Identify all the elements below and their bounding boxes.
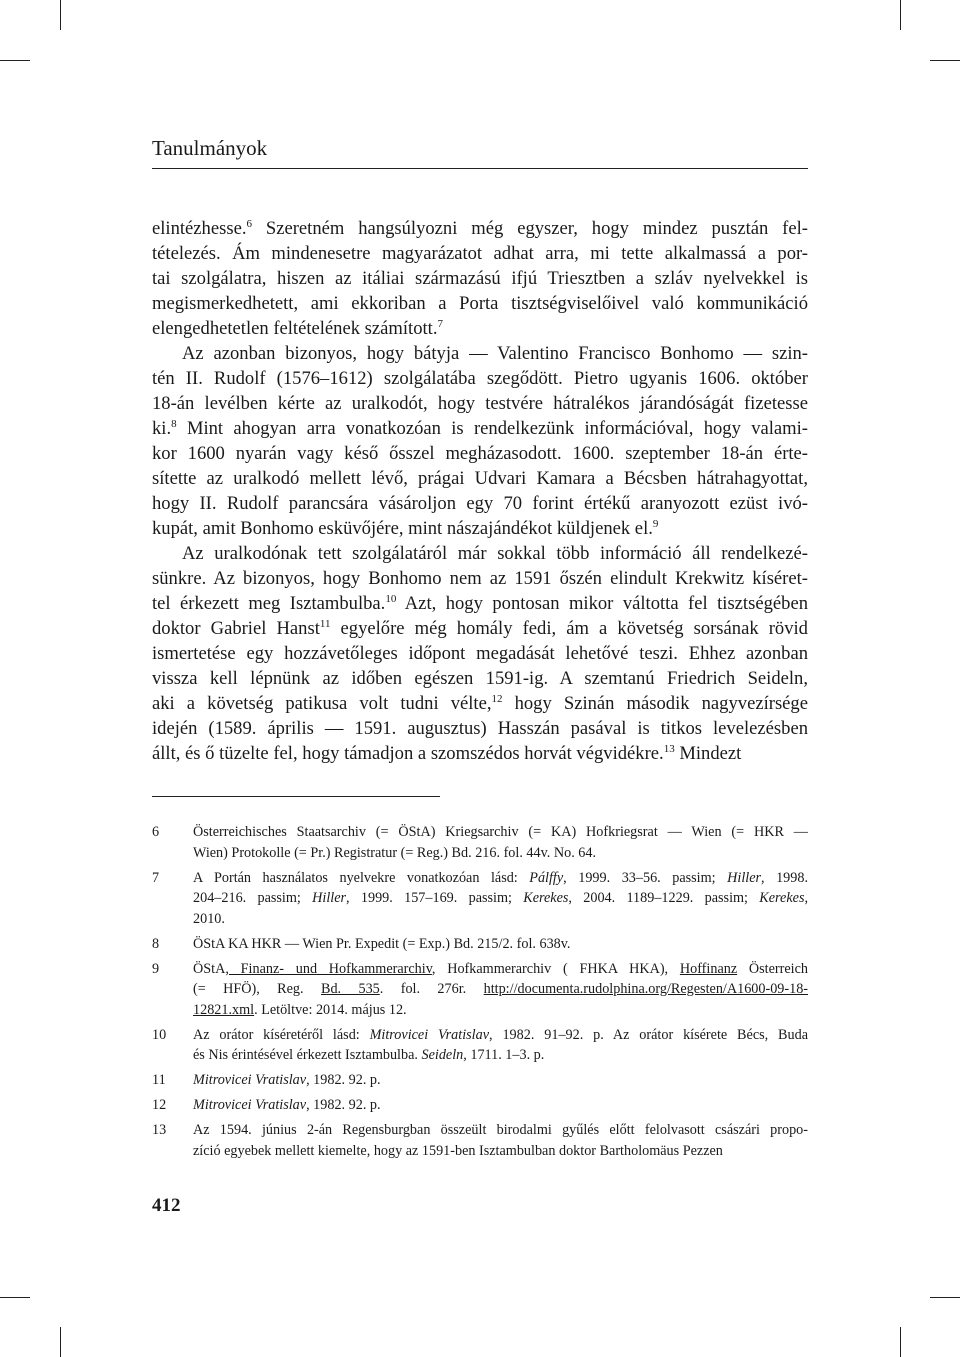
- footnote-number: 11: [152, 1072, 166, 1088]
- running-head: Tanulmányok: [152, 136, 268, 160]
- footnote-number: 8: [152, 935, 160, 952]
- footnote-text: A Portán használatos nyelvekre vonatkozóan lásd: Pálffy, 1999. 33–56. passim; Hiller, 1998. 204–216. passim; Hiller, 1999. 157–169. passim; Kerekes, 2004. 1189–1229. passim; Kerekes, 2010.: [193, 869, 809, 927]
- footnote-ref: 13: [663, 743, 675, 755]
- body-line: tel érkezett meg Isztambulba.$^{10}$ Azt, hogy pontosan mikor váltotta fel tisztségében: [152, 593, 808, 614]
- body-line: sünkre. Az bizonyos, hogy Bonhomo nem az 1591 őszén elindult Krekwitz kíséret-: [152, 568, 808, 589]
- body-line: elintézhesse.$^6$ Szeretném hangsúlyozni még egyszer, hogy mindez pusztán fel-: [152, 218, 808, 239]
- body-line: Az uralkodónak tett szolgálatáról már sokkal több információ áll rendelkezé-: [182, 543, 808, 564]
- crop-mark: [60, 1327, 61, 1357]
- footnote: [152, 1120, 808, 1161]
- footnote: [152, 822, 808, 863]
- body-line: vissza kell lépnünk az időben egészen 1591-ig. A szemtanú Friedrich Seideln,: [152, 668, 808, 689]
- footnote: [152, 1095, 808, 1116]
- footnote-separator: [152, 796, 440, 797]
- footnote-ref: 8: [171, 418, 177, 430]
- body-line: tén II. Rudolf (1576–1612) szolgálatába szegődött. Pietro ugyanis 1606. október: [152, 368, 808, 389]
- footnote-ref: 10: [385, 593, 397, 605]
- page-number: 412: [152, 1195, 181, 1216]
- footnote-ref: 9: [652, 518, 659, 530]
- crop-mark: [0, 60, 30, 61]
- footnote-number: 9: [152, 960, 160, 977]
- footnote-ref: 12: [491, 693, 503, 705]
- footnote-number: 12: [152, 1097, 167, 1113]
- crop-mark: [930, 1297, 960, 1298]
- body-line: doktor Gabriel Hanst$^{11}$ egyelőre még homály fedi, ám a követség sorsának rövid: [152, 618, 808, 639]
- footnote-text: ÖStA, Finanz- und Hofkammerarchiv, Hofkammerarchiv ( FHKA HKA), Hoffinanz Österreich (= HFÖ), Reg. Bd. 535. fol. 276r. http://documenta.rudolphina.org/Regesten/A1600-09-18- 12821.xml. Letöltve: 2014. május 12.: [193, 960, 809, 1018]
- footnote: [152, 1025, 808, 1066]
- footnote-ref: 7: [437, 318, 443, 330]
- crop-mark: [900, 0, 901, 30]
- footnote-number: 6: [152, 824, 160, 840]
- body-line: tételezés. Ám mindenesetre magyarázatot adhat arra, mi tette alkalmassá a por-: [152, 243, 808, 264]
- footnote-ref: 6: [246, 218, 252, 230]
- footnote-text: Az 1594. június 2-án Regensburgban összeült birodalmi gyűlés előtt felolvasott császári propo- zíció egyebek mellett kiemelte, hogy az 1591-ben Isztambulban doktor Bartholomäus Pezzen: [193, 1122, 808, 1159]
- body-line: elengedhetetlen feltételének számított.$^7$: [152, 318, 443, 339]
- footnotes: [152, 822, 808, 1166]
- footnote: [152, 868, 808, 930]
- footnote-ref: 11: [319, 618, 331, 630]
- body-line: kupát, amit Bonhomo esküvőjére, mint nászajándékot küldjenek el.$^9$: [152, 518, 659, 539]
- body-line: ismertetése egy hozzávetőleges időpont megadását lehetővé teszi. Ehhez azonban: [152, 643, 808, 664]
- body-line: tai szolgálatra, hiszen az itáliai származású ifjú Triesztben a szláv nyelvekkel is: [152, 268, 808, 289]
- crop-mark: [0, 1297, 30, 1298]
- body-line: idején (1589. április — 1591. augusztus) Hasszán pasával is titkos levelezésben: [152, 718, 808, 739]
- header-rule: [152, 168, 808, 169]
- body-line: aki a követség patikusa volt tudni vélte,$^{12}$ hogy Szinán második nagyvezírsége: [152, 693, 808, 714]
- body-line: ki.$^8$ Mint ahogyan arra vonatkozóan is rendelkezünk információval, hogy valami-: [152, 418, 808, 439]
- footnote-text: Az orátor kíséretéről lásd: Mitrovicei Vratislav, 1982. 91–92. p. Az orátor kísérete Bécs, Buda és Nis érintésével érkezett Isztambulba. Seideln, 1711. 1–3. p.: [193, 1026, 809, 1063]
- footnote-text: Mitrovicei Vratislav, 1982. 92. p.: [193, 1072, 381, 1088]
- body-line: hogy II. Rudolf parancsára vásároljon egy 70 forint értékű aranyozott ezüst ivó-: [152, 493, 808, 514]
- crop-mark: [900, 1327, 901, 1357]
- footnote-number: 13: [152, 1122, 167, 1138]
- body-line: Az azonban bizonyos, hogy bátyja — Valentino Francisco Bonhomo — szin-: [182, 343, 808, 364]
- body-line: kor 1600 nyarán vagy késő ősszel megházasodott. 1600. szeptember 18-án érte-: [152, 443, 808, 464]
- footnote-number: 7: [152, 869, 160, 886]
- crop-mark: [60, 0, 61, 30]
- footnote: [152, 934, 808, 955]
- body-line: megismerkedhetett, ami ekkoriban a Porta tisztségviselőivel való kommunikáció: [152, 293, 808, 314]
- body-line: 18-án levélben kérte az uralkodót, hogy testvére hátralékos járandóságát fizetesse: [152, 393, 808, 414]
- footnote-text: ÖStA KA HKR — Wien Pr. Expedit (= Exp.) Bd. 215/2. fol. 638v.: [193, 935, 571, 952]
- body-line: sítette az uralkodó mellett lévő, prágai Udvari Kamara a Bécsben hátrahagyottat,: [152, 468, 808, 489]
- footnote-text: Mitrovicei Vratislav, 1982. 92. p.: [193, 1097, 381, 1113]
- body-line: állt, és ő tüzelte fel, hogy támadjon a szomszédos horvát végvidékre.$^{13}$ Mindezt: [152, 743, 742, 764]
- footnote: [152, 959, 808, 1021]
- footnote: [152, 1070, 808, 1091]
- crop-mark: [930, 60, 960, 61]
- body-text: [152, 216, 808, 766]
- footnote-text: Österreichisches Staatsarchiv (= ÖStA) Kriegsarchiv (= KA) Hofkriegsrat — Wien (= HKR — Wien) Protokolle (= Pr.) Registratur (= Reg.) Bd. 216. fol. 44v. No. 64.: [193, 824, 808, 861]
- footnote-number: 10: [152, 1026, 167, 1043]
